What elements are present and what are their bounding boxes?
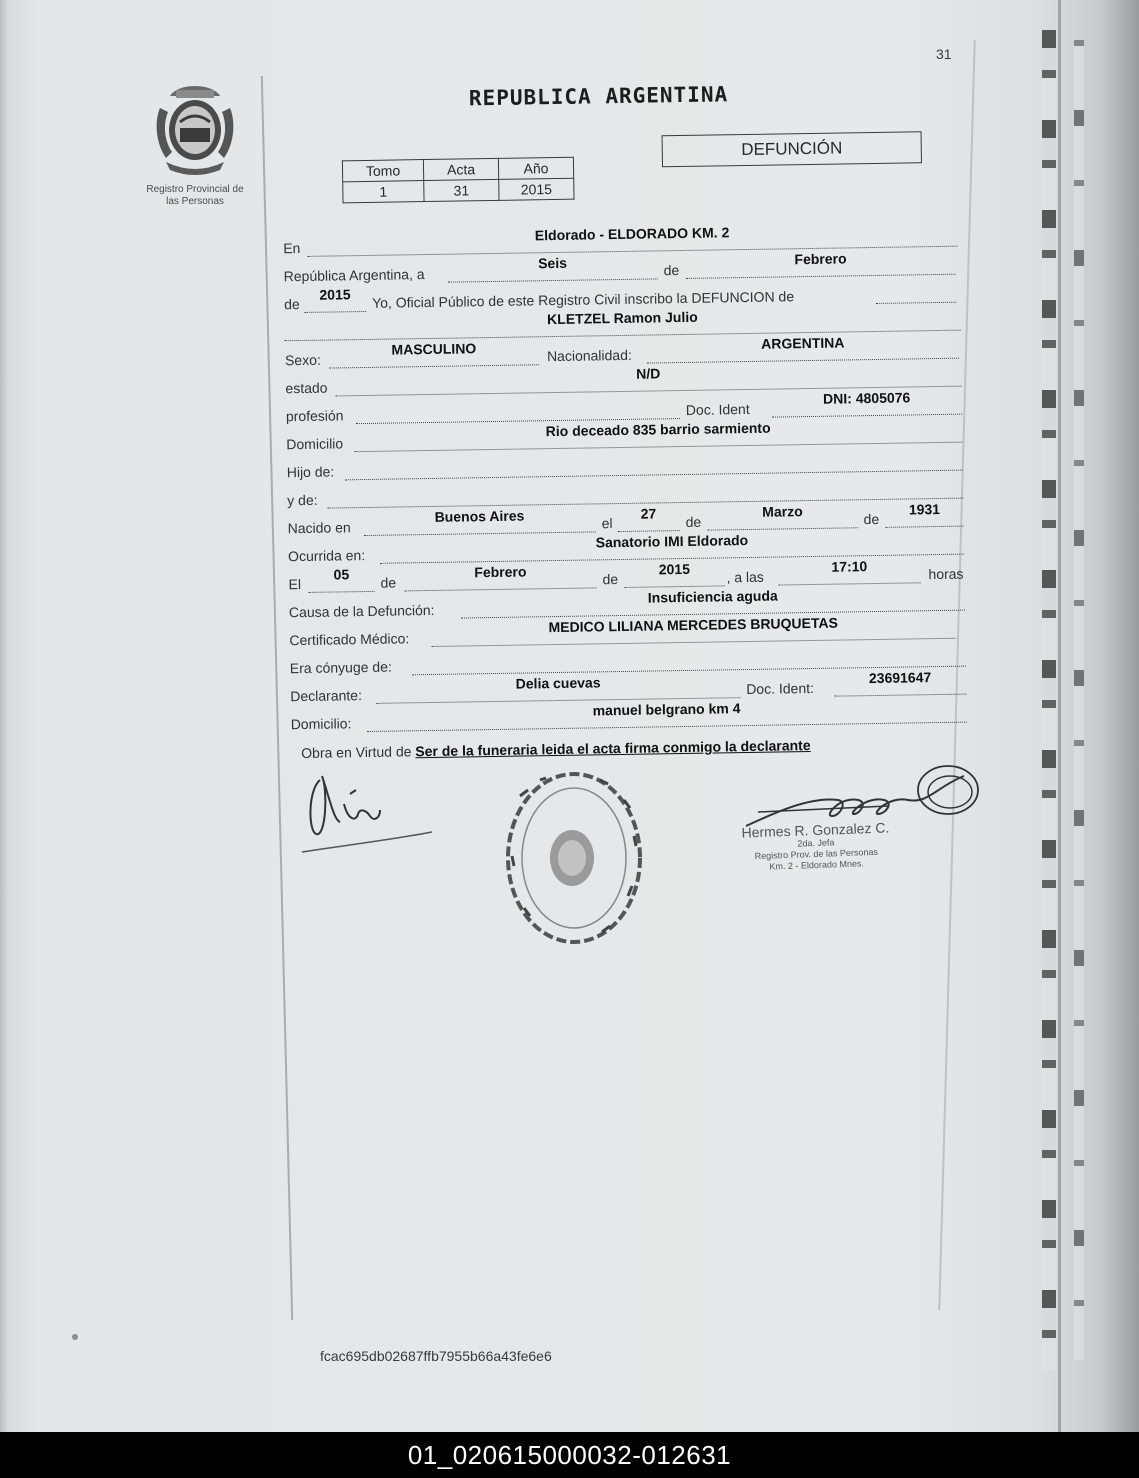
field-value: Marzo [762, 503, 803, 520]
field-label: de [863, 510, 880, 528]
fill-line [876, 302, 956, 304]
official-seal-icon [500, 766, 650, 946]
field-value: 27 [640, 505, 657, 522]
field-label: de [602, 571, 619, 588]
issuing-office-line: las Personas [166, 196, 224, 207]
field-label: Doc. Ident: [746, 679, 815, 698]
fill-line [618, 530, 680, 532]
field-label: Doc. Ident [685, 400, 750, 418]
field-label: Nacionalidad: [546, 346, 632, 365]
field-label: de [380, 574, 397, 591]
fill-line [625, 585, 725, 588]
field-value: 17:10 [831, 558, 868, 575]
value-tomo: 1 [343, 181, 424, 203]
field-label: Obra en Virtud de [301, 743, 412, 762]
field-label: y de: [287, 491, 318, 509]
field-label: Yo, Oficial Público de este Registro Civil inscribo la DEFUNCION de [372, 288, 795, 311]
field-label: Causa de la Defunción: [288, 601, 435, 621]
issuing-office-line: Registro Provincial de [146, 184, 244, 195]
value-ano: 2015 [499, 178, 574, 200]
field-label: Domicilio [286, 435, 344, 453]
field-label: horas [928, 565, 964, 583]
official-block [735, 819, 897, 874]
page-number: 31 [936, 46, 952, 62]
field-value: Sanatorio IMI Eldorado [595, 532, 749, 551]
field-certificado [289, 614, 973, 651]
field-label: Certificado Médico: [289, 630, 410, 649]
fill-line [345, 470, 963, 481]
acta-table-value-row [343, 178, 574, 203]
field-label: Hijo de: [286, 463, 335, 481]
field-label: de [663, 262, 680, 279]
field-value: N/D [636, 365, 661, 382]
field-value: Rio deceado 835 barrio sarmiento [545, 419, 771, 440]
fill-line [686, 274, 956, 279]
field-label: profesión [285, 407, 344, 425]
field-value: MASCULINO [391, 340, 477, 358]
field-label: Era cónyuge de: [289, 658, 392, 677]
field-label: de [284, 296, 300, 313]
value-acta: 31 [424, 179, 499, 201]
field-label: , a las [726, 568, 764, 586]
act-type-box: DEFUNCIÓN [662, 131, 922, 167]
field-label: el [601, 515, 613, 532]
field-label: En [283, 240, 301, 257]
field-value: DNI: 4805076 [822, 389, 911, 407]
official-location: Km. 2 - Eldorado Mnes. [769, 858, 865, 872]
field-value: Insuficiencia aguda [647, 587, 778, 606]
header-ano: Año [498, 157, 573, 179]
field-label: Declarante: [290, 687, 363, 705]
field-value: 2015 [319, 286, 351, 303]
fill-line [448, 278, 658, 282]
field-label: Ocurrida en: [287, 547, 366, 565]
field-hijo-de [287, 450, 971, 483]
field-value: 1931 [908, 500, 941, 518]
fill-line [304, 311, 366, 313]
field-domicilio-declarante [291, 702, 975, 735]
field-value: Seis [537, 254, 568, 272]
field-value: KLETZEL Ramon Julio [546, 308, 698, 328]
document-code: 01_020615000032-012631 [407, 1440, 732, 1470]
field-label: El [288, 576, 302, 593]
field-value: manuel belgrano km 4 [592, 700, 741, 719]
field-label: de [685, 513, 702, 530]
field-label: estado [285, 379, 328, 397]
official-name: Hermes R. Gonzalez C. [741, 819, 890, 841]
field-value: 05 [333, 566, 350, 583]
fill-line [367, 722, 967, 732]
field-label: Sexo: [284, 351, 321, 369]
header-acta: Acta [423, 158, 498, 180]
official-office: Registro Prov. de las Personas [754, 846, 879, 862]
field-value: 2015 [658, 560, 691, 578]
acta-table [342, 157, 575, 204]
field-value: ARGENTINA [761, 334, 845, 352]
field-value: Eldorado - ELDORADO KM. 2 [534, 224, 730, 244]
field-label: República Argentina, a [283, 266, 425, 285]
official-role: 2da. Jefa [797, 837, 835, 849]
field-value: Febrero [474, 563, 527, 581]
field-domicilio [286, 419, 970, 456]
field-republica [283, 250, 968, 288]
header-tomo: Tomo [342, 160, 423, 182]
field-value: Buenos Aires [434, 507, 525, 525]
field-value: Febrero [794, 250, 847, 268]
field-value: 23691647 [868, 669, 932, 687]
fill-line [354, 442, 962, 453]
scan-mark [72, 1334, 78, 1340]
field-label: Nacido en [287, 519, 351, 537]
fill-line [309, 591, 375, 593]
declarant-signature-icon [300, 760, 440, 860]
field-label: Domicilio: [290, 715, 352, 733]
field-value: Ser de la funeraria leida el acta firma conmigo la declarante [415, 737, 811, 760]
fill-line [886, 526, 964, 528]
document-hash: fcac695db02687ffb7955b66a43fe6e6 [320, 1348, 552, 1364]
field-value: Delia cuevas [515, 674, 601, 692]
document-title: REPUBLICA ARGENTINA [468, 82, 729, 111]
fill-line [432, 638, 956, 647]
field-value: MEDICO LILIANA MERCEDES BRUQUETAS [548, 614, 839, 636]
